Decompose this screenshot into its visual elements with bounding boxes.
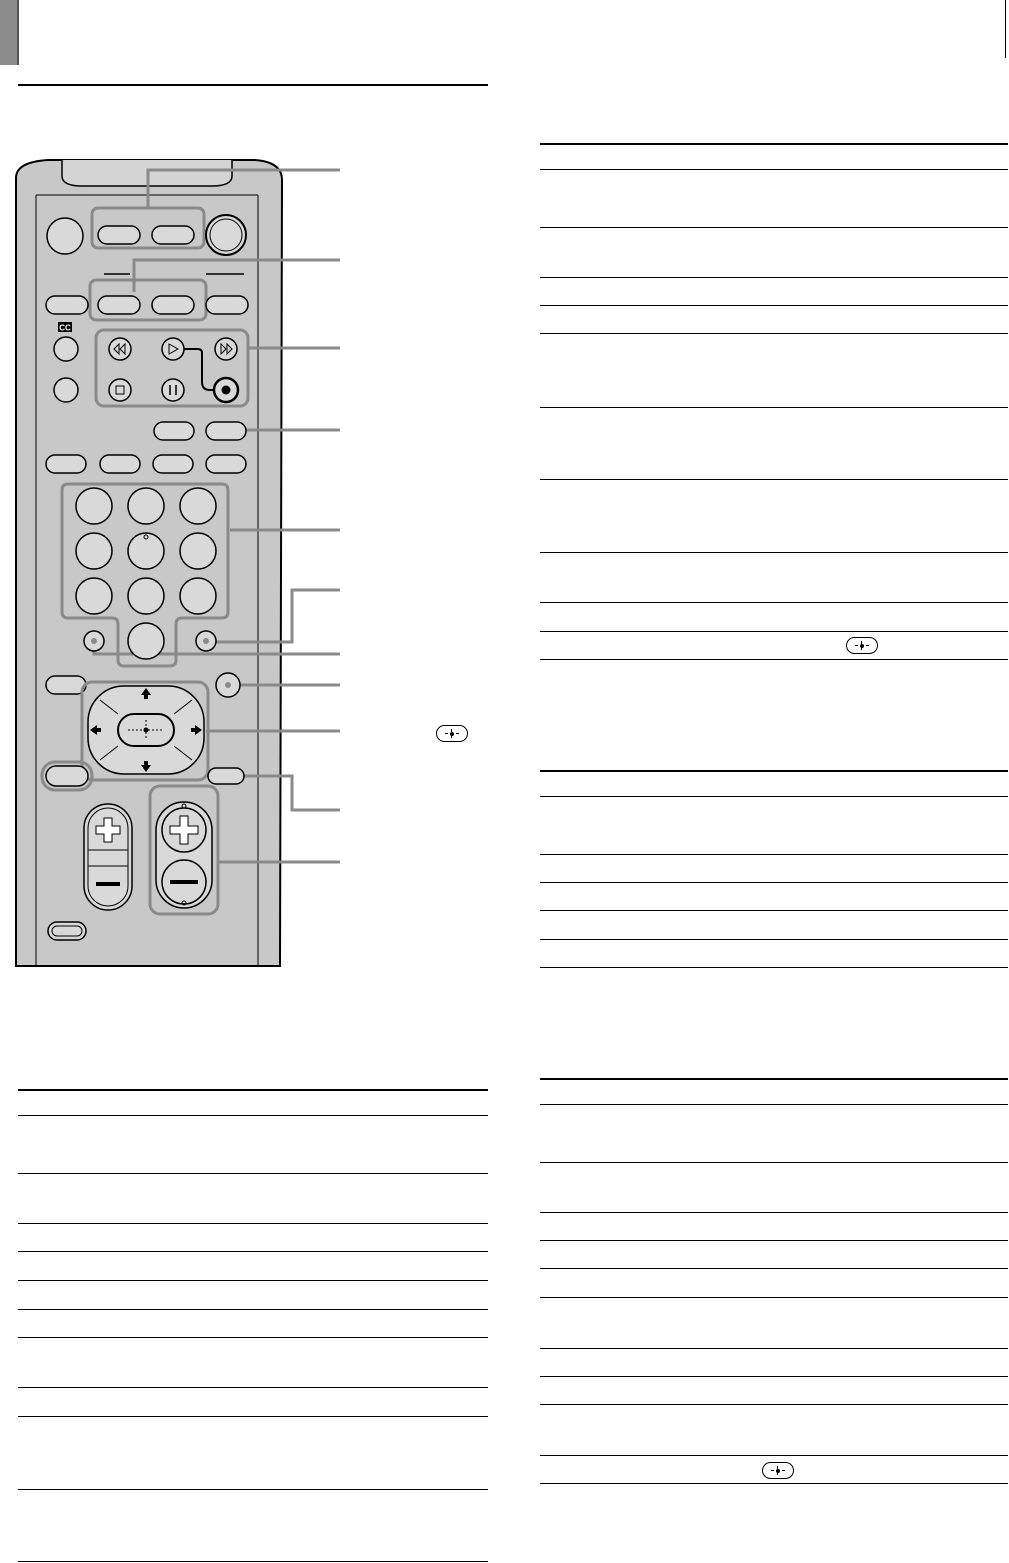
remote-button-mid-1[interactable] xyxy=(154,422,194,440)
number-key-8[interactable] xyxy=(128,578,164,614)
number-key-0[interactable] xyxy=(128,623,164,659)
joystick-button-icon xyxy=(762,1462,794,1479)
stop-button[interactable] xyxy=(109,379,131,401)
remote-button-small-3[interactable] xyxy=(153,455,193,473)
remote-button-row2-1[interactable] xyxy=(46,296,88,314)
remote-button-lower-right[interactable] xyxy=(208,768,244,784)
remote-control-illustration xyxy=(0,150,360,970)
function-table-right-middle xyxy=(540,770,1008,970)
play-button[interactable] xyxy=(162,338,184,360)
section-tab-edge xyxy=(17,0,19,65)
remote-button-row2-2[interactable] xyxy=(98,296,140,314)
remote-button-cc[interactable] xyxy=(54,337,78,361)
channel-minus-icon xyxy=(170,880,198,884)
number-key-6[interactable] xyxy=(180,533,216,569)
remote-button-mid-2[interactable] xyxy=(206,422,246,440)
remote-button-small-1[interactable] xyxy=(46,455,86,473)
function-table-left-bottom xyxy=(18,1089,488,1563)
number-key-3[interactable] xyxy=(180,488,216,524)
remote-button-top-1[interactable] xyxy=(98,226,140,244)
remote-button-left-2[interactable] xyxy=(54,378,78,402)
number-key-1[interactable] xyxy=(76,488,112,524)
remote-button-lower-left[interactable] xyxy=(46,766,88,786)
number-key-2[interactable] xyxy=(128,488,164,524)
function-table-right-bottom xyxy=(540,1078,1008,1488)
number-key-9[interactable] xyxy=(180,578,216,614)
pause-button[interactable] xyxy=(162,379,184,401)
number-key-5[interactable] xyxy=(128,533,164,569)
remote-button-bottom[interactable] xyxy=(48,922,86,940)
section-heading-rule xyxy=(18,84,488,86)
number-key-4[interactable] xyxy=(76,533,112,569)
remote-button-small-4[interactable] xyxy=(206,455,246,473)
function-table-right-top xyxy=(540,143,1008,663)
remote-button-small-2[interactable] xyxy=(100,455,140,473)
record-icon xyxy=(222,386,231,395)
page-margin-line xyxy=(1005,0,1006,58)
remote-button-menu[interactable] xyxy=(46,676,86,694)
number-key-7[interactable] xyxy=(76,578,112,614)
remote-button-row2-4[interactable] xyxy=(206,296,248,314)
section-tab-marker xyxy=(0,0,18,65)
joystick-button-icon xyxy=(436,725,468,742)
minus-icon xyxy=(96,882,120,886)
remote-button-round-left[interactable] xyxy=(47,218,83,254)
cc-badge: CC xyxy=(59,323,71,333)
joystick-button-icon xyxy=(846,637,878,654)
remote-button-row2-3[interactable] xyxy=(152,296,194,314)
remote-button-power[interactable] xyxy=(206,215,246,255)
remote-button-top-2[interactable] xyxy=(152,226,194,244)
